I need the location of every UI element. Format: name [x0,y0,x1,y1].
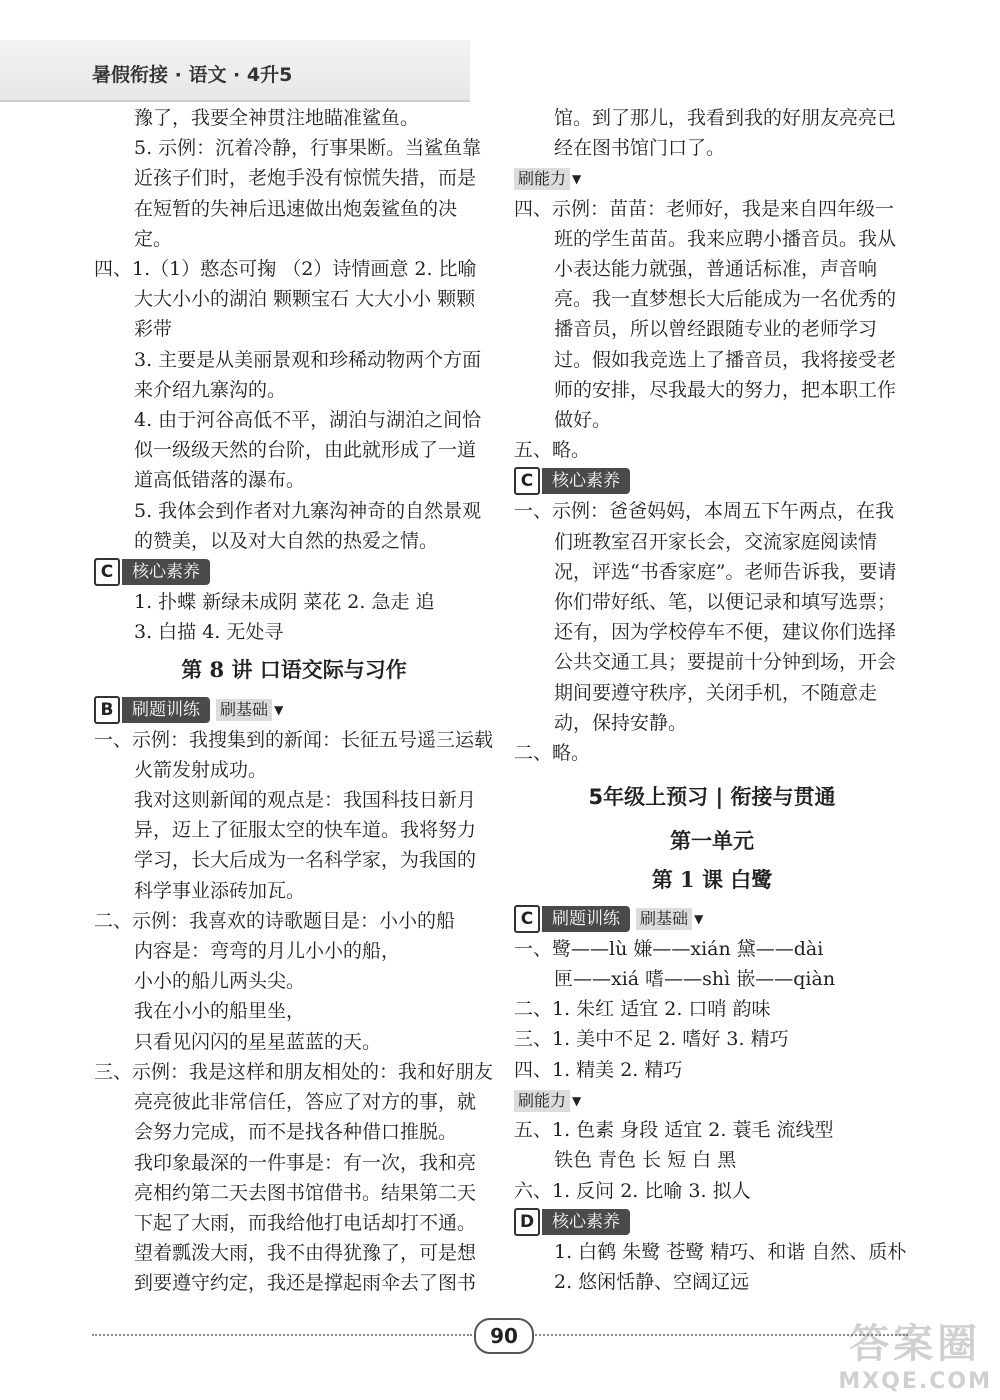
badge-label: 核心素养 [542,468,630,494]
badge-label: 核心素养 [122,559,210,585]
badge-letter: D [514,1208,540,1236]
answer-line: 我对这则新闻的观点是：我国科技日新月异，迈上了征服太空的快车道。我将努力学习，长大后成为一名科学家，为我国的科学事业添砖加瓦。 [134,789,477,902]
watermark-logo [838,1312,992,1394]
header-title: 暑假衔接 · 语文 · 4升5 [92,64,293,86]
answer-line: 3. 主要是从美丽景观和珍稀动物两个方面来介绍九寨沟的。 [134,348,482,401]
answer-line: 一、鹭——lù 嫌——xián 黛——dài [514,937,824,960]
answer-line: 我在小小的船里坐， [134,1000,306,1023]
right-column [514,103,910,1297]
lesson-title: 第 8 讲 口语交际与习作 [181,657,407,683]
section-badge [514,468,630,494]
badge-letter: C [94,558,120,586]
triangle-down-icon: ▼ [572,172,582,187]
answer-line: 四、1.（1）憨态可掬 （2）诗情画意 2. 比喻 大大小小的湖泊 颗颗宝石 大大小小 颗颗 彩带 [94,258,477,341]
watermark-url: MXQE.COM [838,1369,992,1394]
answer-line: 一、示例：爸爸妈妈，本周五下午两点，在我们班教室召开家长会，交流家庭阅读情况，评选“书香家庭”。老师告诉我，要请你们带好纸、笔，以便记录和填写选票；还有，因为学校停车不便，建议你们选择公共交通工具；要提前十分钟到场，开会期间要遵守秩序，关闭手机，不随意走动，保持安静。 [514,500,897,734]
footer-divider [92,1334,472,1336]
section-badge [514,906,630,932]
unit-subtitle: 第一单元 [670,829,754,854]
answer-line: 三、1. 美中不足 2. 嗜好 3. 精巧 [514,1028,789,1051]
answer-line: 3. 白描 4. 无处寻 [134,621,284,644]
answer-line: 5. 示例：沉着冷静，行事果断。当鲨鱼靠近孩子们时，老炮手没有惊慌失措，而是在短暂的失神后迅速做出炮轰鲨鱼的决定。 [134,137,482,250]
badge-letter: C [514,467,540,495]
badge-label: 刷题训练 [122,697,210,723]
answer-line: 1. 扑蝶 新绿未成阴 菜花 2. 急走 追 [134,591,435,614]
unit-title: 5年级上预习 | 衔接与贯通 [588,785,836,810]
answer-line: 豫了，我要全神贯注地瞄准鲨鱼。 [134,107,420,129]
tag-ability [514,1087,581,1115]
triangle-down-icon: ▼ [274,702,284,717]
tag-label: 刷基础 [216,699,272,721]
tag-basic [636,905,703,933]
answer-line: 1. 白鹤 朱鹭 苍鹭 精巧、和谐 自然、质朴 2. 悠闲恬静、空阔辽远 [554,1240,907,1293]
answer-line: 匣——xiá 嗜——shì 嵌——qiàn [554,968,836,991]
answer-line: 二、略。 [514,742,591,765]
answer-line: 五、1. 色素 身段 适宜 2. 蓑毛 流线型 [514,1119,834,1142]
answer-line: 六、1. 反问 2. 比喻 3. 拟人 [514,1179,751,1202]
answer-line: 5. 我体会到作者对九寨沟神奇的自然景观的赞美，以及对大自然的热爱之情。 [134,499,482,552]
section-badge [94,697,210,723]
answer-line: 三、示例：我是这样和朋友相处的：我和好朋友亮亮彼此非常信任，答应了对方的事，就会努力完成，而不是找各种借口推脱。 [94,1060,494,1144]
lesson-title: 第 1 课 白鹭 [651,866,773,892]
tag-label: 刷能力 [514,168,570,190]
section-badge [94,559,210,585]
tag-basic [216,696,283,724]
badge-letter: C [514,905,540,933]
answer-line: 四、1. 精美 2. 精巧 [514,1058,683,1081]
answer-line: 4. 由于河谷高低不平，湖泊与湖泊之间恰似一级级天然的台阶，由此就形成了一道道高低错落的瀑布。 [134,409,482,492]
tag-label: 刷能力 [514,1090,570,1112]
answer-line: 馆。到了那儿，我看到我的好朋友亮亮已经在图书馆门口了。 [554,107,897,160]
answer-line: 只看见闪闪的星星蓝蓝的天。 [134,1030,382,1053]
answer-line: 二、示例：我喜欢的诗歌题目是：小小的船 [94,909,456,932]
badge-letter: B [94,696,120,724]
badge-label: 核心素养 [542,1209,630,1235]
answer-line: 五、略。 [514,439,591,462]
triangle-down-icon: ▼ [694,911,704,926]
triangle-down-icon: ▼ [572,1093,582,1108]
badge-label: 刷题训练 [542,906,630,932]
answer-line: 铁色 青色 长 短 白 黑 [554,1149,737,1172]
answer-line: 二、1. 朱红 适宜 2. 口哨 韵味 [514,998,771,1021]
answer-line: 我印象最深的一件事是：有一次，我和亮亮相约第二天去图书馆借书。结果第二天下起了大雨，而我给他打电话却打不通。望着瓢泼大雨，我不由得犹豫了，可是想到要遵守约定，我还是撑起雨伞去了图书 [134,1151,477,1295]
answer-line: 一、示例：我搜集到的新闻：长征五号遥三运载火箭发射成功。 [94,728,494,781]
answer-line: 小小的船儿两头尖。 [134,970,306,993]
section-badge [514,1209,630,1235]
tag-label: 刷基础 [636,908,692,930]
answer-line: 内容是：弯弯的月儿小小的船， [134,940,401,963]
tag-ability [514,165,581,193]
left-column [94,103,494,1299]
page-number: 90 [474,1318,534,1354]
answer-line: 四、示例：苗苗：老师好，我是来自四年级一班的学生苗苗。我来应聘小播音员。我从小表达能力就强，普通话标准，声音响亮。我一直梦想长大后能成为一名优秀的播音员，所以曾经跟随专业的老师学习过。假如我竞选上了播音员，我将接受老师的安排，尽我最大的努力，把本职工作做好。 [514,197,897,432]
watermark-text: 答案圈 [849,1321,982,1367]
